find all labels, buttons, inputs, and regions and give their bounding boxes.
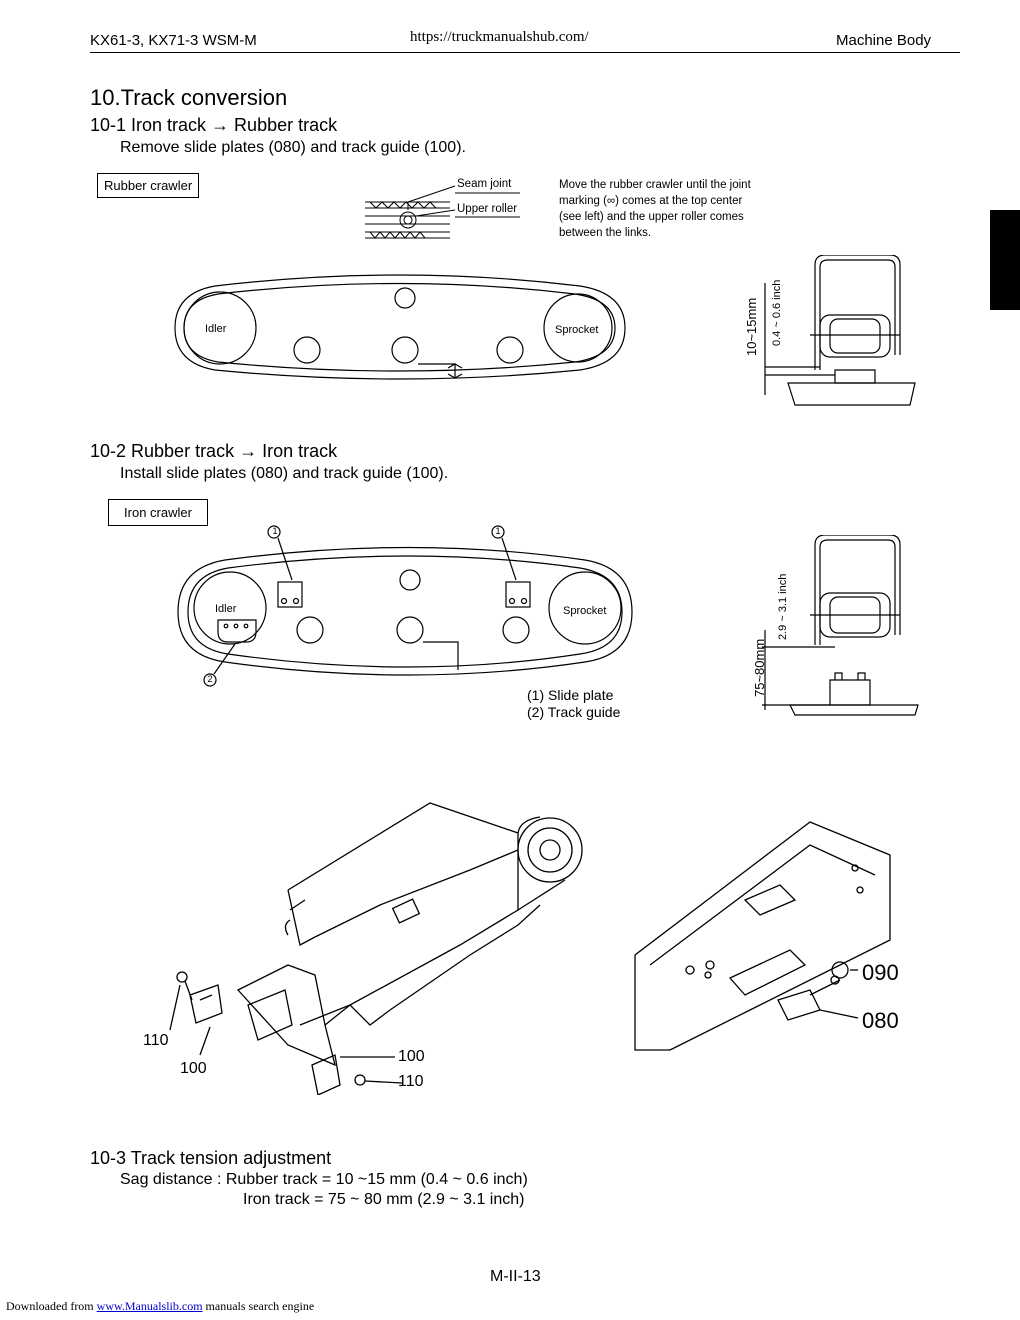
label-110-right: 110 bbox=[398, 1073, 424, 1090]
iron-crawler-label: Iron crawler bbox=[108, 499, 208, 526]
label-100-left: 100 bbox=[180, 1060, 207, 1077]
iron-roller-section-diagram bbox=[740, 535, 930, 720]
legend-track-guide: (2) Track guide bbox=[527, 704, 621, 720]
rubber-sag-mm: 10~15mm bbox=[744, 297, 759, 356]
chapter-tab bbox=[990, 210, 1020, 310]
seam-joint-label: Seam joint bbox=[457, 178, 512, 190]
iron-idler-label: Idler bbox=[215, 603, 237, 615]
iron-legend bbox=[527, 687, 620, 721]
note-line-2: marking (∞) comes at the top center bbox=[559, 195, 743, 207]
header-rule bbox=[90, 52, 960, 53]
section-10-2-title: 10-2 Rubber track → Iron track bbox=[90, 441, 338, 461]
page-title: 10.Track conversion bbox=[90, 85, 288, 110]
sprocket-label: Sprocket bbox=[555, 324, 599, 336]
iron-sag-inch: 2.9 ~ 3.1 inch bbox=[777, 573, 789, 640]
iron-sprocket-label: Sprocket bbox=[563, 605, 607, 617]
callout-1-left: 1 bbox=[272, 526, 278, 536]
header-doc-id: KX61-3, KX71-3 WSM-M bbox=[90, 32, 257, 49]
idler-label: Idler bbox=[205, 323, 227, 335]
download-prefix: Downloaded from bbox=[6, 1299, 97, 1313]
sag-iron-line: Iron track = 75 ~ 80 mm (2.9 ~ 3.1 inch) bbox=[243, 1191, 525, 1208]
track-frame-left-illustration bbox=[140, 795, 600, 1095]
callout-2: 2 bbox=[207, 674, 213, 684]
label-110-left: 110 bbox=[143, 1032, 169, 1049]
note-line-3: (see left) and the upper roller comes bbox=[559, 211, 744, 223]
label-100-right: 100 bbox=[398, 1048, 425, 1065]
sag-rubber-line: Sag distance : Rubber track = 10 ~15 mm (0.4 ~ 0.6 inch) bbox=[120, 1171, 528, 1188]
download-credit bbox=[6, 1299, 314, 1314]
note-line-1: Move the rubber crawler until the joint bbox=[559, 179, 751, 191]
rubber-crawler-label: Rubber crawler bbox=[97, 173, 199, 198]
rubber-sag-inch: 0.4 ~ 0.6 inch bbox=[771, 279, 783, 346]
section-10-1-title: 10-1 Iron track → Rubber track bbox=[90, 115, 338, 135]
upper-roller-label: Upper roller bbox=[457, 203, 518, 215]
download-suffix: manuals search engine bbox=[202, 1299, 315, 1313]
section-10-2-text: Install slide plates (080) and track guide (100). bbox=[120, 465, 449, 482]
section-10-3-title: 10-3 Track tension adjustment bbox=[90, 1148, 332, 1168]
header-url[interactable]: https://truckmanualshub.com/ bbox=[410, 29, 589, 45]
callout-1-right: 1 bbox=[495, 526, 501, 536]
note-line-4: between the links. bbox=[559, 227, 652, 239]
manualslib-link[interactable]: www.Manualslib.com bbox=[96, 1299, 203, 1313]
page-number: M-II-13 bbox=[490, 1268, 541, 1285]
section-10-1-text: Remove slide plates (080) and track guide (100). bbox=[120, 139, 466, 156]
joint-marking-note bbox=[559, 177, 751, 241]
header-section: Machine Body bbox=[836, 32, 932, 49]
rubber-roller-section-diagram bbox=[740, 255, 930, 410]
label-090: 090 bbox=[862, 960, 899, 985]
legend-slide-plate: (1) Slide plate bbox=[527, 687, 614, 703]
label-080: 080 bbox=[862, 1008, 899, 1033]
iron-sag-mm: 75~80mm bbox=[752, 638, 767, 697]
